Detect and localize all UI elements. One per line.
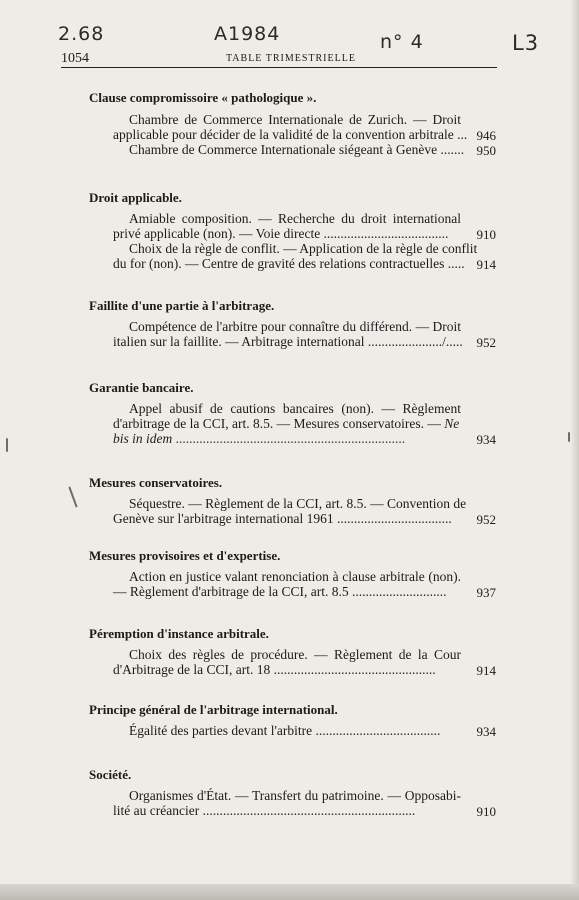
section-title: Société.: [89, 767, 132, 782]
section-title: Clause compromissoire « pathologique ».: [89, 90, 317, 105]
entry-line: applicable pour décider de la validité de la convention arbitrale ...: [113, 127, 468, 142]
entry-line: Choix des règles de procédure. — Règlement de la Cour: [129, 647, 461, 662]
page-edge-shadow: [570, 0, 579, 900]
entry-line: du for (non). — Centre de gravité des relations contractuelles .....: [113, 256, 465, 271]
scan-mark: [6, 438, 8, 452]
page-reference: 950: [476, 143, 496, 158]
handwritten-note-right-a: n° 4: [380, 31, 424, 53]
handwritten-note-right-b: L3: [512, 31, 540, 55]
scan-mark: [68, 486, 77, 507]
entry-line: — Règlement d'arbitrage de la CCI, art. 8.5 ............................: [113, 584, 447, 599]
entry-text: d'arbitrage de la CCI, art. 8.5. — Mesures conservatoires. —: [113, 416, 445, 431]
entry-line: Choix de la règle de conflit. — Application de la règle de conflit: [129, 241, 478, 256]
leader-dots: ....................................................................: [172, 431, 406, 446]
handwritten-note-center: A1984: [214, 23, 281, 45]
entry-line: [113, 431, 405, 447]
section-title: Garantie bancaire.: [89, 380, 194, 395]
entry-line: [113, 416, 461, 432]
page-reference: 946: [476, 128, 496, 143]
section-title: Péremption d'instance arbitrale.: [89, 626, 269, 641]
entry-line: Amiable composition. — Recherche du droit international: [129, 211, 461, 226]
page-reference: 952: [476, 335, 496, 350]
section-title: Faillite d'une partie à l'arbitrage.: [89, 298, 275, 313]
page-number: 1054: [61, 51, 89, 66]
entry-line: Action en justice valant renonciation à clause arbitrale (non).: [129, 569, 461, 584]
italic-text: bis in idem: [113, 431, 173, 446]
page-reference: 914: [476, 257, 496, 272]
entry-line: d'Arbitrage de la CCI, art. 18 ................................................: [113, 662, 436, 677]
entry-line: Séquestre. — Règlement de la CCI, art. 8.5. — Convention de: [129, 496, 467, 511]
page-reference: 910: [476, 227, 496, 242]
page-bottom-shadow: [0, 884, 579, 900]
page-reference: 910: [476, 804, 496, 819]
handwritten-note-left: 2.68: [58, 23, 105, 45]
entry-line: Chambre de Commerce Internationale de Zurich. — Droit: [129, 112, 461, 127]
page-reference: 914: [476, 663, 496, 678]
entry-line: Chambre de Commerce Internationale siégeant à Genève .......: [129, 142, 465, 157]
entry-line: Appel abusif de cautions bancaires (non). — Règlement: [129, 401, 461, 416]
page-reference: 934: [476, 724, 496, 739]
entry-line: Compétence de l'arbitre pour connaître du différend. — Droit: [129, 319, 461, 334]
entry-line: italien sur la faillite. — Arbitrage international ....................../.....: [113, 334, 463, 349]
entry-line: Genève sur l'arbitrage international 1961 ..................................: [113, 511, 452, 526]
section-title: Mesures provisoires et d'expertise.: [89, 548, 281, 563]
entry-line: Organismes d'État. — Transfert du patrimoine. — Opposabi-: [129, 788, 461, 803]
section-title: Droit applicable.: [89, 190, 182, 205]
entry-line: privé applicable (non). — Voie directe .....................................: [113, 226, 449, 241]
italic-text: Ne: [444, 416, 460, 431]
section-title: Principe général de l'arbitrage international.: [89, 702, 338, 717]
entry-line: Égalité des parties devant l'arbitre .....................................: [129, 723, 441, 738]
page-reference: 934: [476, 432, 496, 447]
page-reference: 937: [476, 585, 496, 600]
running-head: TABLE TRIMESTRIELLE: [226, 53, 356, 64]
page-reference: 952: [476, 512, 496, 527]
header-rule: [61, 67, 497, 68]
section-title: Mesures conservatoires.: [89, 475, 223, 490]
entry-line: lité au créancier ...............................................................: [113, 803, 416, 818]
